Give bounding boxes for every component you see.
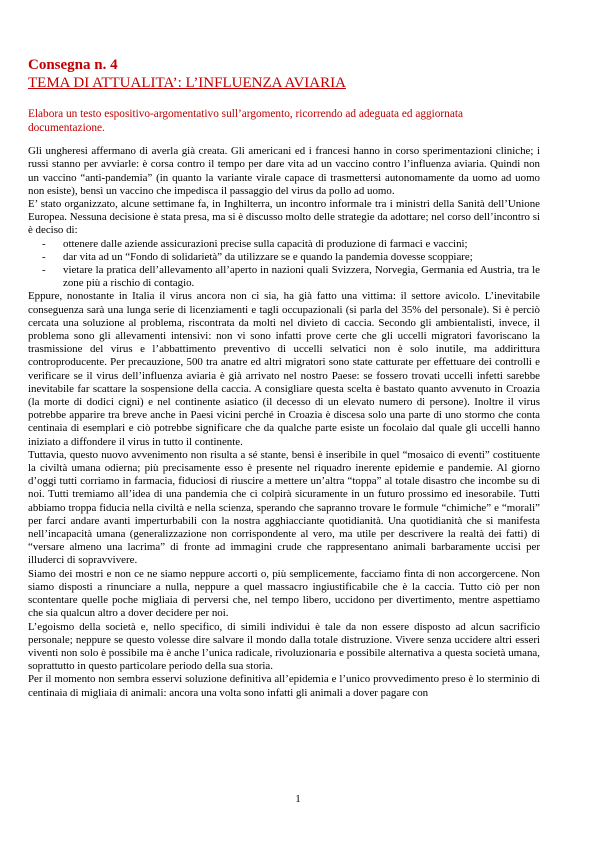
paragraph-monsters: Siamo dei mostri e non ce ne siamo neppure accorti o, più semplicemente, facciamo finta di non accorgercene. Non siamo disposti a rinunciare a nulla, neppure a quel massacro ingiustificabile che è la caccia. Tutto ciò per non scontentare quelle poche migliaia di perversi che, nel tempo libero, uccidono per divertimento, mentre aspettiamo che sia qualcun altro a dover decidere per noi. [28,567,540,620]
bullet-dash: - [42,264,46,277]
paragraph-extermination: Per il momento non sembra esservi soluzione definitiva all’epidemia e l’unico provvedimento preso è lo sterminio di centinaia di migliaia di animali: ancora una volta sono infatti gli animali a dover pagare con [28,673,540,699]
list-item [28,251,540,264]
assignment-prompt: Elabora un testo espositivo-argomentativo sull’argomento, ricorrendo ad adeguata ed aggiornata documentazione. [28,108,464,134]
bullet-dash: - [42,237,46,250]
list-item-text: ottenere dalle aziende assicurazioni precise sulla capacità di produzione di farmaci e vaccini; [63,237,468,250]
list-item [28,264,540,290]
paragraph-vaccine-race: Gli ungheresi affermano di averla già creata. Gli americani ed i francesi hanno in corso sperimentazioni cliniche; i russi stanno per avviarle: è corsa contro il tempo per dare vita ad un vaccino contro l’influenza aviaria. Quindi non un vaccino “anti-pandemia” (in quanto la variante virale capace di trasmettersi autonomamente da uomo ad uomo non esiste), bensì un vaccino che impedisca il passaggio del virus da pollo ad uomo. [28,145,540,197]
meeting-decisions-list [28,238,540,291]
assignment-number: Consegna n. 4 [28,57,118,73]
paragraph-italy-poultry: Eppure, nonostante in Italia il virus ancora non ci sia, ha già fatto una vittima: il settore avicolo. L’inevitabile conseguenza sarà una lunga serie di licenziamenti e tagli occupazionali (si parla del 35% del personale). Si è perciò cercata una soluzione al problema, riscontrata da molti nel divieto di caccia. Secondo gli ambientalisti, invece, il problema sono gli allevamenti intensivi: non vi sono infatti prove certe che gli uccelli migratori favoriscano la trasmissione del virus e l’abbattimento preventivo di uccelli selvatici non è solo inutile, ma addirittura controproducente. Per precauzione, 500 tra anatre ed altri migratori sono state catturate per effettuare dei controlli e verificare se il virus dell’influenza aviaria è già arrivato nel nostro Paese: se fossero trovati uccelli infetti sarebbe inevitabile far scattare la sospensione della caccia. A consigliare questa scelta è bastato quanto avvenuto in Croazia (la morte di dodici cigni) e nel continente asiatico (il decesso di un elevato numero di persone). Inoltre il virus potrebbe apparire tra breve anche in Paesi vicini perché in Croazia è discesa solo una parte di uno stormo che conta centinaia di esemplari e ciò potrebbe significare che da qualche parte esiste un focolaio dal quale gli uccelli hanno iniziato a diffondere il virus in tutto il continente. [28,290,540,448]
document-page [28,56,540,700]
paragraph-eu-meeting: E’ stato organizzato, alcune settimane fa, in Inghilterra, un incontro informale tra i ministri della Sanità dell’Unione Europea. Nessuna decisione è stata presa, ma si è discusso molto delle strategie da adottare; nel corso dell’incontro si è deciso di: [28,198,540,237]
paragraph-selfishness: L’egoismo della società e, nello specifico, di simili individui è tale da non essere disposto ad alcun sacrificio personale; neppure se questo volesse dire salvare il mondo dalla totale distruzione. Vivere senza uccidere altri esseri viventi non solo è possibile ma è anche l’unica radicale, rivoluzionaria e possibile alternativa a questa società umana, soprattutto in questo particolare periodo della sua storia. [28,620,540,673]
essay-title: TEMA DI ATTUALITA’: L’INFLUENZA AVIARIA [28,75,346,91]
essay-body [28,145,540,700]
list-item-text: dar vita ad un “Fondo di solidarietà” da utilizzare se e quando la pandemia dovesse scoppiare; [63,250,473,263]
list-item [28,238,540,251]
bullet-dash: - [42,250,46,263]
paragraph-mosaic-of-events: Tuttavia, questo nuovo avvenimento non risulta a sé stante, bensì è inseribile in quel “mosaico di eventi” costituente la civiltà umana odierna; più precisamente esso è presente nel riquadro inerente epidemie e pandemie. Al giorno d’oggi tutti corriamo in farmacia, fiduciosi di riuscire a mettere un’altra “toppa” al totale disastro che incombe su di noi. Tutti tremiamo all’idea di una pandemia che ci colpirà sicuramente in un futuro prossimo ed inesorabile. Tutti abbiamo troppa fiducia nella civiltà e nella scienza, sperando che sapranno trovare le formule “chimiche” e “morali” per farci andare avanti imperturbabili con la nostra agghiacciante quotidianità. Una quotidianità che si manifesta nell’incapacità umana (generalizzazione non corrispondente al vero, ma utile per descrivere la realtà dei fatti) di “versare almeno una lacrima” di fronte ad immagini crude che rappresentano animali barbaramente uccisi per illuderci di sopravvivere. [28,448,540,567]
list-item-text: vietare la pratica dell’allevamento all’aperto in nazioni quali Svizzera, Norvegia, Germania ed Austria, tra le zone più a rischio di contagio. [63,264,540,290]
page-number: 1 [295,793,301,805]
